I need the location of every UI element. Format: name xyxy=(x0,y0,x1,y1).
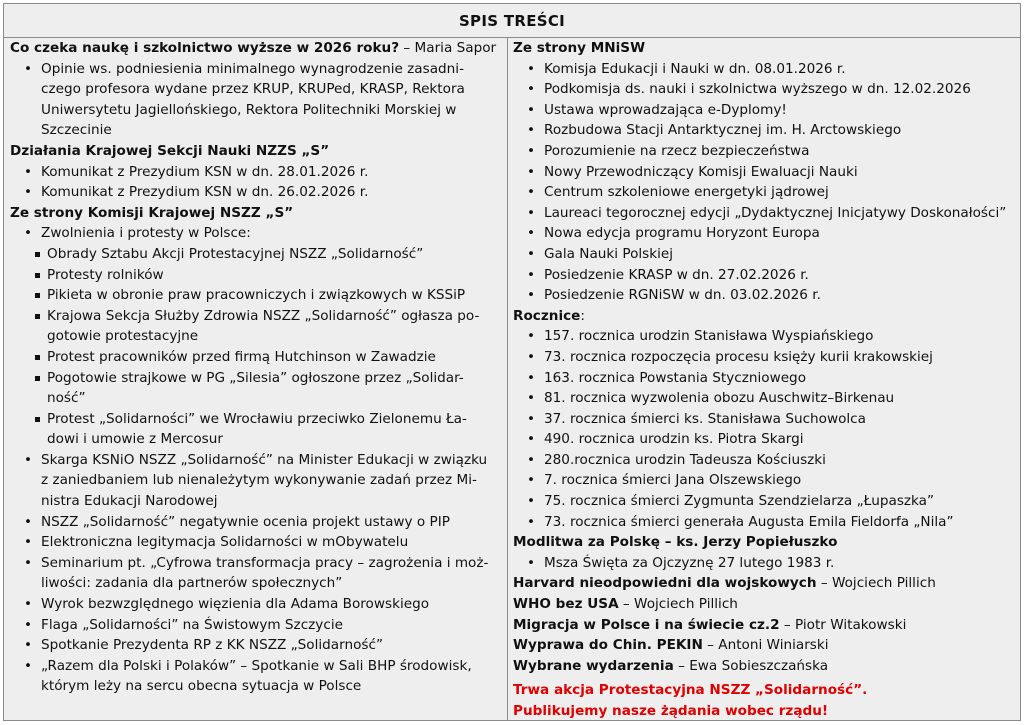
list-item[interactable]: • Gala Nauki Polskiej xyxy=(513,244,1013,265)
list-item[interactable]: • 37. rocznica śmierci ks. Stanisława Suchowolca xyxy=(513,409,1013,430)
list-item[interactable]: • 280.rocznica urodzin Tadeusza Kościuszki xyxy=(513,450,1013,471)
list-item[interactable]: • 81. rocznica wyzwolenia obozu Auschwitz–Birkenau xyxy=(513,388,1013,409)
list-item[interactable]: • Podkomisja ds. nauki i szkolnictwa wyższego w dn. 12.02.2026 xyxy=(513,79,1013,100)
sub-list-item[interactable]: Krajowa Sekcja Służby Zdrowia NSZZ „Solidarność” ogłasza po- gotowie protestacyjne xyxy=(10,306,502,347)
list-item[interactable]: • Msza Święta za Ojczyznę 27 lutego 1983 r. xyxy=(513,553,1013,574)
list-item[interactable]: • Posiedzenie KRASP w dn. 27.02.2026 r. xyxy=(513,265,1013,286)
left-column xyxy=(10,38,502,697)
sub-list-item[interactable]: Protest „Solidarności” we Wrocławiu przeciwko Zielonemu Ła- dowi i umowie z Mercosur xyxy=(10,409,502,450)
list-item[interactable]: • Centrum szkoleniowe energetyki jądrowej xyxy=(513,182,1013,203)
list-item[interactable]: • Wyrok bezwzględnego więzienia dla Adama Borowskiego xyxy=(10,594,502,615)
list-item[interactable]: • 73. rocznica rozpoczęcia procesu księży kurii krakowskiej xyxy=(513,347,1013,368)
sub-list-item[interactable]: Obrady Sztabu Akcji Protestacyjnej NSZZ „Solidarność” xyxy=(10,244,502,265)
list-item[interactable]: • Elektroniczna legitymacja Solidarności w mObywatelu xyxy=(10,532,502,553)
section-heading-rocznice[interactable]: Rocznice: xyxy=(513,307,585,324)
section-heading-mnisw[interactable]: Ze strony MNiSW xyxy=(513,40,646,56)
section-heading-modlitwa[interactable]: Modlitwa za Polskę – ks. Jerzy Popiełuszko xyxy=(513,534,838,551)
column-divider xyxy=(507,37,508,720)
list-item[interactable]: • Nowy Przewodniczący Komisji Ewaluacji Nauki xyxy=(513,162,1013,183)
list-item[interactable]: • Laureaci tegorocznej edycji „Dydaktycznej Inicjatywy Doskonałości” xyxy=(513,203,1013,224)
list-item[interactable]: • 157. rocznica urodzin Stanisława Wyspiańskiego xyxy=(513,326,1013,347)
section-heading-ksn[interactable]: Działania Krajowej Sekcji Nauki NZZS „S” xyxy=(10,142,330,159)
list-item[interactable]: • Rozbudowa Stacji Antarktycznej im. H. Arctowskiego xyxy=(513,120,1013,141)
article-wyprawa[interactable]: Wyprawa do Chin. PEKIN – Antoni Winiarski xyxy=(513,637,829,654)
list-item[interactable]: • Ustawa wprowadzająca e-Dyplomy! xyxy=(513,100,1013,121)
right-column xyxy=(513,38,1013,722)
list-item[interactable]: • Komisja Edukacji i Nauki w dn. 08.01.2026 r. xyxy=(513,59,1013,80)
article-harvard[interactable]: Harvard nieodpowiedni dla wojskowych – Wojciech Pillich xyxy=(513,575,936,592)
list-item[interactable]: • Porozumienie na rzecz bezpieczeństwa xyxy=(513,141,1013,162)
protest-notice[interactable]: Trwa akcja Protestacyjna NSZZ „Solidarność”. Publikujemy nasze żądania wobec rządu! xyxy=(513,682,868,719)
table-of-contents xyxy=(3,3,1021,721)
list-item[interactable]: • 490. rocznica urodzin ks. Piotra Skargi xyxy=(513,429,1013,450)
page-title: SPIS TREŚCI xyxy=(4,4,1020,38)
list-item[interactable]: • Nowa edycja programu Horyzont Europa xyxy=(513,223,1013,244)
list-item[interactable]: • Seminarium pt. „Cyfrowa transformacja pracy – zagrożenia i moż- liwości: zadania dla partnerów społecznych” xyxy=(10,553,502,594)
sub-list-item[interactable]: Protesty rolników xyxy=(10,265,502,286)
article-wybrane[interactable]: Wybrane wydarzenia – Ewa Sobieszczańska xyxy=(513,657,829,674)
list-item-zwolnienia[interactable]: • Zwolnienia i protesty w Polsce: xyxy=(10,223,502,244)
article-migracja[interactable]: Migracja w Polsce i na świecie cz.2 – Piotr Witakowski xyxy=(513,616,907,633)
list-item[interactable]: • 7. rocznica śmierci Jana Olszewskiego xyxy=(513,470,1013,491)
list-item[interactable]: • Komunikat z Prezydium KSN w dn. 28.01.2026 r. xyxy=(10,162,502,183)
list-item[interactable]: • Flaga „Solidarności” na Świstowym Szczycie xyxy=(10,615,502,636)
list-item[interactable]: • 75. rocznica śmierci Zygmunta Szendzielarza „Łupaszka” xyxy=(513,491,1013,512)
sub-list-item[interactable]: Protest pracowników przed firmą Hutchinson w Zawadzie xyxy=(10,347,502,368)
section-heading-kk[interactable]: Ze strony Komisji Krajowej NSZZ „S” xyxy=(10,204,294,221)
list-item[interactable]: • NSZZ „Solidarność” negatywnie ocenia projekt ustawy o PIP xyxy=(10,512,502,533)
section-heading-co-czeka[interactable]: Co czeka naukę i szkolnictwo wyższe w 2026 roku? – Maria Sapor xyxy=(10,40,497,56)
sub-list-item[interactable]: Pikieta w obronie praw pracowniczych i związkowych w KSSiP xyxy=(10,285,502,306)
list-item[interactable]: • Komunikat z Prezydium KSN w dn. 26.02.2026 r. xyxy=(10,182,502,203)
list-item-opinie[interactable]: • Opinie ws. podniesienia minimalnego wynagrodzenie zasadni- czego profesora wydane przez KRUP, KRUPed, KRASP, Rektora Uniwersytetu Jagiellońskiego, Rektora Politechniki Morskiej w Szczecinie xyxy=(10,59,502,141)
sub-list-item[interactable]: Pogotowie strajkowe w PG „Silesia” ogłoszone przez „Solidar- ność” xyxy=(10,368,502,409)
list-item[interactable]: • „Razem dla Polski i Polaków” – Spotkanie w Sali BHP środowisk, którym leży na sercu obecna sytuacja w Polsce xyxy=(10,656,502,697)
article-who[interactable]: WHO bez USA – Wojciech Pillich xyxy=(513,596,738,613)
list-item[interactable]: • 163. rocznica Powstania Styczniowego xyxy=(513,368,1013,389)
list-item[interactable]: • Skarga KSNiO NSZZ „Solidarność” na Minister Edukacji w związku z zaniedbaniem lub nienależytym wykonywanie zadań przez Mi- nistra Edukacji Narodowej xyxy=(10,450,502,512)
list-item[interactable]: • 73. rocznica śmierci generała Augusta Emila Fieldorfa „Nila” xyxy=(513,512,1013,533)
list-item[interactable]: • Posiedzenie RGNiSW w dn. 03.02.2026 r. xyxy=(513,285,1013,306)
list-item[interactable]: • Spotkanie Prezydenta RP z KK NSZZ „Solidarność” xyxy=(10,635,502,656)
